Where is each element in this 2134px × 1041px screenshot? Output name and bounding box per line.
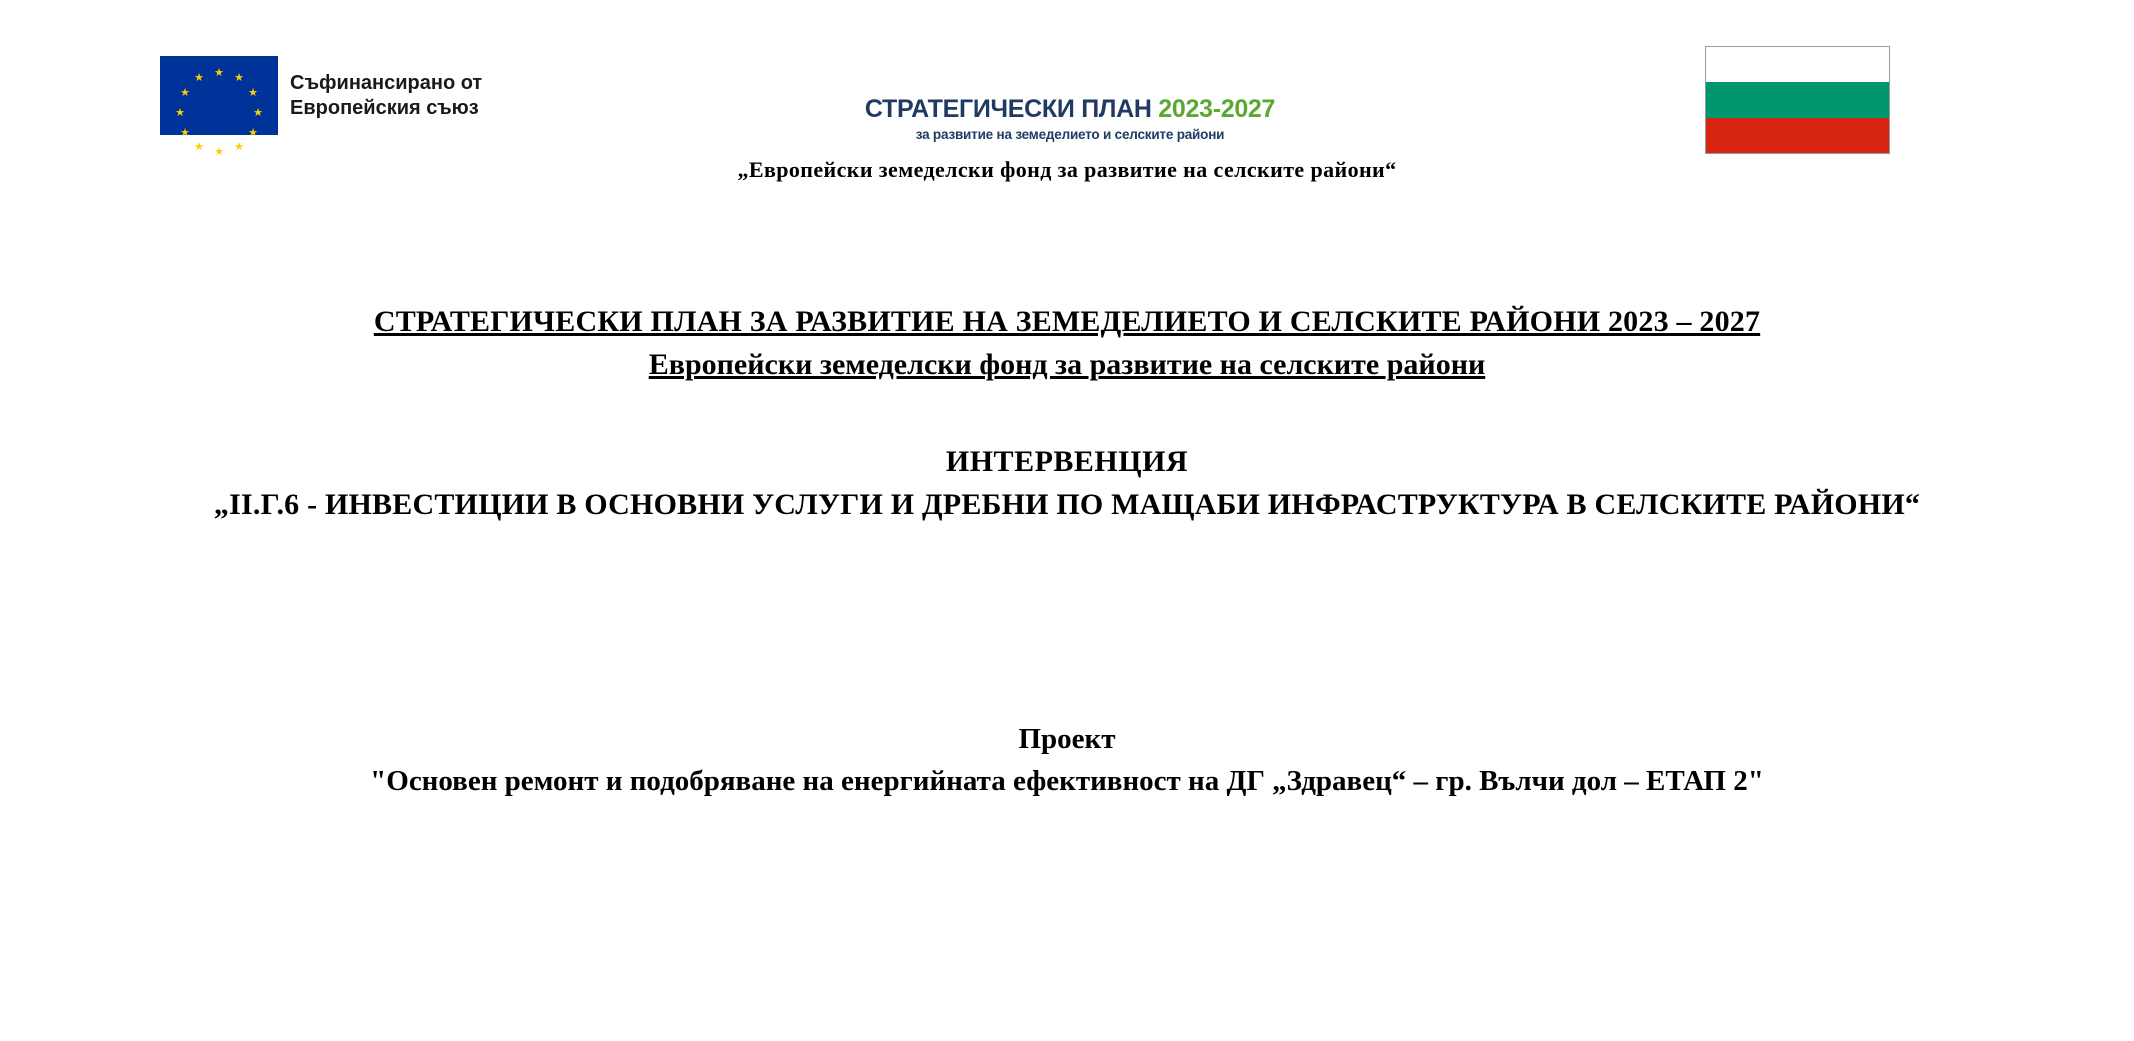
intervention-block <box>100 440 2034 526</box>
project-label: Проект <box>1018 723 1116 755</box>
strategic-plan-logo-title <box>860 96 1280 123</box>
document-header <box>0 38 2134 158</box>
eu-flag-icon <box>160 56 278 158</box>
strategic-plan-logo-subtitle: за развитие на земеделието и селските райони <box>915 127 1225 142</box>
page-subtitle: Европейски земеделски фонд за развитие на селските райони <box>648 348 1486 381</box>
bulgaria-flag-icon <box>1705 46 1890 154</box>
strategic-plan-logo-title-dark: СТРАТЕГИЧЕСКИ ПЛАН <box>864 95 1152 123</box>
page-title: СТРАТЕГИЧЕСКИ ПЛАН ЗА РАЗВИТИЕ НА ЗЕМЕДЕЛИЕТО И СЕЛСКИТЕ РАЙОНИ 2023 – 2027 <box>373 305 1761 338</box>
intervention-label: ИНТЕРВЕНЦИЯ <box>945 445 1189 478</box>
intervention-name: „II.Г.6 - ИНВЕСТИЦИИ В ОСНОВНИ УСЛУГИ И ДРЕБНИ ПО МАЩАБИ ИНФРАСТРУКТУРА В СЕЛСКИТЕ РАЙОНИ“ <box>213 488 1921 521</box>
eu-emblem-block <box>160 56 483 158</box>
eu-emblem-line2: Европейския съюз <box>290 96 479 119</box>
eu-stars-group: ★ ★ ★ ★ ★ ★ ★ ★ ★ ★ ★ ★ <box>175 67 263 158</box>
project-name: "Основен ремонт и подобряване на енергийната ефективност на ДГ „Здравец“ – гр. Вълчи дол – ЕТАП 2" <box>370 765 1764 797</box>
flag-stripe-green <box>1706 82 1889 117</box>
fund-caption: „Европейски земеделски фонд за развитие на селските райони“ <box>737 157 1397 182</box>
flag-stripe-white <box>1706 47 1889 82</box>
flag-stripe-red <box>1706 118 1889 153</box>
eu-emblem-text <box>290 71 482 121</box>
strategic-plan-logo-icon <box>860 96 1280 142</box>
title-block <box>100 300 2034 386</box>
strategic-plan-logo-title-years: 2023-2027 <box>1158 95 1276 123</box>
project-block <box>100 718 2034 802</box>
eu-emblem-line1: Съфинансирано от <box>290 71 483 94</box>
